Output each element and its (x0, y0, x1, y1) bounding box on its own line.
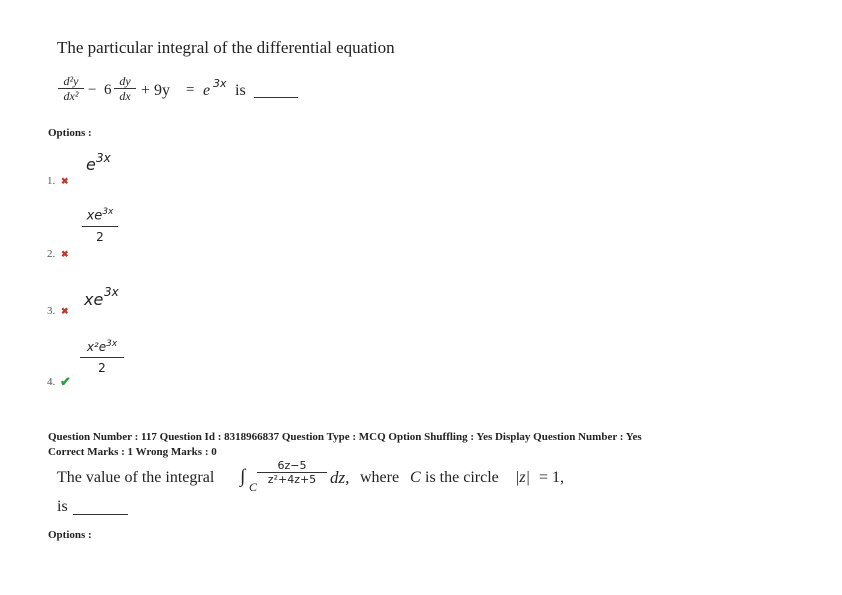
option-2-number: 2. (47, 248, 56, 260)
equals-sign: = (186, 82, 195, 98)
wrong-mark-icon: ✖ (61, 249, 69, 259)
option-4-denominator: 2 (98, 361, 106, 375)
option-1-number: 1. (47, 175, 56, 187)
rhs-exponent: 3x (213, 77, 227, 90)
option-1-base: e (86, 155, 96, 174)
answer-blank (73, 514, 128, 515)
option-3-exponent: 3x (104, 285, 119, 299)
options-label: Options : (48, 529, 92, 541)
contour-label: C (249, 480, 258, 494)
c-variable: C (410, 469, 421, 486)
minus-sign: − (88, 82, 97, 98)
answer-blank (254, 97, 298, 98)
first-derivative-fraction (114, 75, 136, 102)
correct-check-icon: ✔ (60, 374, 71, 389)
circle-text: is the circle (425, 469, 499, 486)
abs-expression: |z| (515, 469, 531, 486)
fraction-numerator: d²y (63, 74, 79, 88)
option-1-exponent: 3x (96, 151, 111, 165)
integrand-fraction (257, 460, 327, 485)
fraction-numerator: dy (119, 74, 131, 88)
equals-one: = 1, (539, 469, 565, 486)
option-3-base: xe (84, 290, 104, 309)
dz-text: dz, (330, 468, 350, 487)
where-text: where (360, 469, 400, 486)
integrand-numerator: 6z−5 (277, 459, 307, 472)
integrand-denominator: z²+4z+5 (267, 473, 317, 486)
marks-meta: Correct Marks : 1 Wrong Marks : 0 (48, 446, 217, 458)
option-2-denominator: 2 (96, 230, 104, 245)
plus-term: + 9y (141, 82, 171, 99)
option-2-numerator-exponent: 3x (102, 207, 114, 217)
wrong-mark-icon: ✖ (61, 176, 69, 186)
option-4-numerator-base: x²e (86, 340, 107, 354)
question-meta: Question Number : 117 Question Id : 8318966837 Question Type : MCQ Option Shuffling : Yes Display Question Number : Yes (48, 431, 642, 443)
integral-sign: ∫ (240, 466, 246, 487)
option-4-numerator-exponent: 3x (106, 339, 118, 349)
question-text: The particular integral of the differential equation (57, 38, 395, 57)
question-text: The value of the integral (57, 469, 215, 486)
is-text: is (235, 82, 246, 99)
option-2-fraction (82, 208, 118, 243)
option-2-numerator-base: xe (86, 208, 103, 224)
option-4-fraction (80, 340, 124, 374)
rhs-base: e (203, 82, 211, 99)
second-derivative-fraction (58, 75, 84, 102)
options-label: Options : (48, 127, 92, 139)
option-4-number: 4. (47, 376, 56, 388)
wrong-mark-icon: ✖ (61, 306, 69, 316)
coefficient: 6 (104, 82, 112, 98)
fraction-denominator: dx (119, 89, 131, 103)
fraction-denominator: dx² (63, 89, 79, 103)
option-3-number: 3. (47, 305, 56, 317)
is-text: is (57, 498, 68, 515)
